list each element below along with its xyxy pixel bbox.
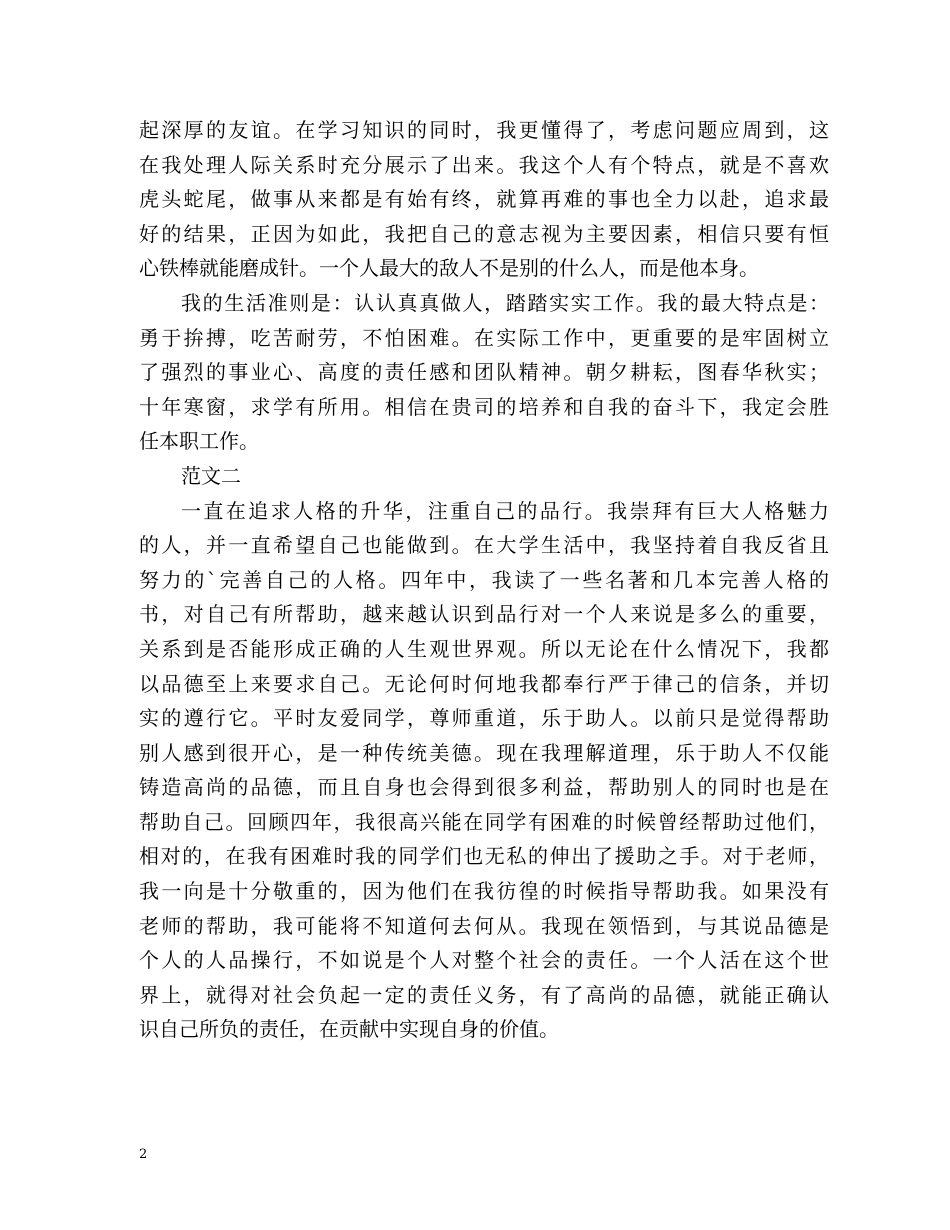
paragraph xyxy=(139,113,829,286)
paragraph-line: 起深厚的友谊。在学习知识的同时，我更懂得了，考虑问题应周到，这 xyxy=(139,118,829,142)
paragraph-line: 识自己所负的责任，在贡献中实现自身的价值。 xyxy=(139,1017,559,1042)
paragraph-line: 老师的帮助，我可能将不知道何去何从。我现在领悟到，与其说品德是 xyxy=(139,913,829,938)
paragraph-line: 好的结果，正因为如此，我把自己的意志视为主要因素，相信只要有恒 xyxy=(139,221,829,246)
paragraph-line: 努力的`完善自己的人格。四年中，我读了一些名著和几本完善人格的 xyxy=(139,567,829,592)
paragraph-line: 任本职工作。 xyxy=(139,429,259,454)
paragraph-line: 界上，就得对社会负起一定的责任义务，有了高尚的品德，就能正确认 xyxy=(139,982,829,1007)
paragraph-line: 书，对自己有所帮助，越来越认识到品行对一个人来说是多么的重要， xyxy=(139,602,829,627)
paragraph xyxy=(139,459,829,494)
paragraph-line: 十年寒窗，求学有所用。相信在贵司的培养和自我的奋斗下，我定会胜 xyxy=(139,394,829,419)
paragraph xyxy=(139,494,829,1048)
paragraph-line: 了强烈的事业心、高度的责任感和团队精神。朝夕耕耘，图春华秋实； xyxy=(139,360,829,385)
paragraph-line: 在我处理人际关系时充分展示了出来。我这个人有个特点，就是不喜欢 xyxy=(139,152,829,177)
paragraph-line: 一直在追求人格的升华，注重自己的品行。我崇拜有巨大人格魅力 xyxy=(181,498,829,523)
paragraph-line: 个人的人品操行，不如说是个人对整个社会的责任。一个人活在这个世 xyxy=(139,948,829,973)
paragraph-line: 虎头蛇尾，做事从来都是有始有终，就算再难的事也全力以赴，追求最 xyxy=(139,187,829,212)
paragraph-line: 别人感到很开心，是一种传统美德。现在我理解道理，乐于助人不仅能 xyxy=(139,740,829,765)
paragraph-line: 以品德至上来要求自己。无论何时何地我都奉行严于律己的信条，并切 xyxy=(139,671,829,696)
paragraph-line: 心铁棒就能磨成针。一个人最大的敌人不是别的什么人，而是他本身。 xyxy=(139,256,759,281)
paragraph-line: 勇于拚搏，吃苦耐劳，不怕困难。在实际工作中，更重要的是牢固树立 xyxy=(139,325,829,350)
paragraph-line: 铸造高尚的品德，而且自身也会得到很多利益，帮助别人的同时也是在 xyxy=(139,775,829,800)
document-body xyxy=(139,113,829,1047)
paragraph-line: 实的遵行它。平时友爱同学，尊师重道，乐于助人。以前只是觉得帮助 xyxy=(139,706,829,731)
paragraph-line: 相对的，在我有困难时我的同学们也无私的伸出了援助之手。对于老师， xyxy=(139,844,829,869)
paragraph-line: 的人，并一直希望自己也能做到。在大学生活中，我坚持着自我反省且 xyxy=(139,533,829,558)
page-number: 2 xyxy=(139,1147,148,1162)
paragraph xyxy=(139,286,829,459)
paragraph-line: 关系到是否能形成正确的人生观世界观。所以无论在什么情况下，我都 xyxy=(139,636,829,661)
paragraph-line: 帮助自己。回顾四年，我很高兴能在同学有困难的时候曾经帮助过他们， xyxy=(139,809,829,834)
section-heading: 范文二 xyxy=(181,463,241,488)
paragraph-line: 我一向是十分敬重的，因为他们在我彷徨的时候指导帮助我。如果没有 xyxy=(139,879,829,904)
paragraph-line: 我的生活准则是：认认真真做人，踏踏实实工作。我的最大特点是： xyxy=(181,290,829,315)
